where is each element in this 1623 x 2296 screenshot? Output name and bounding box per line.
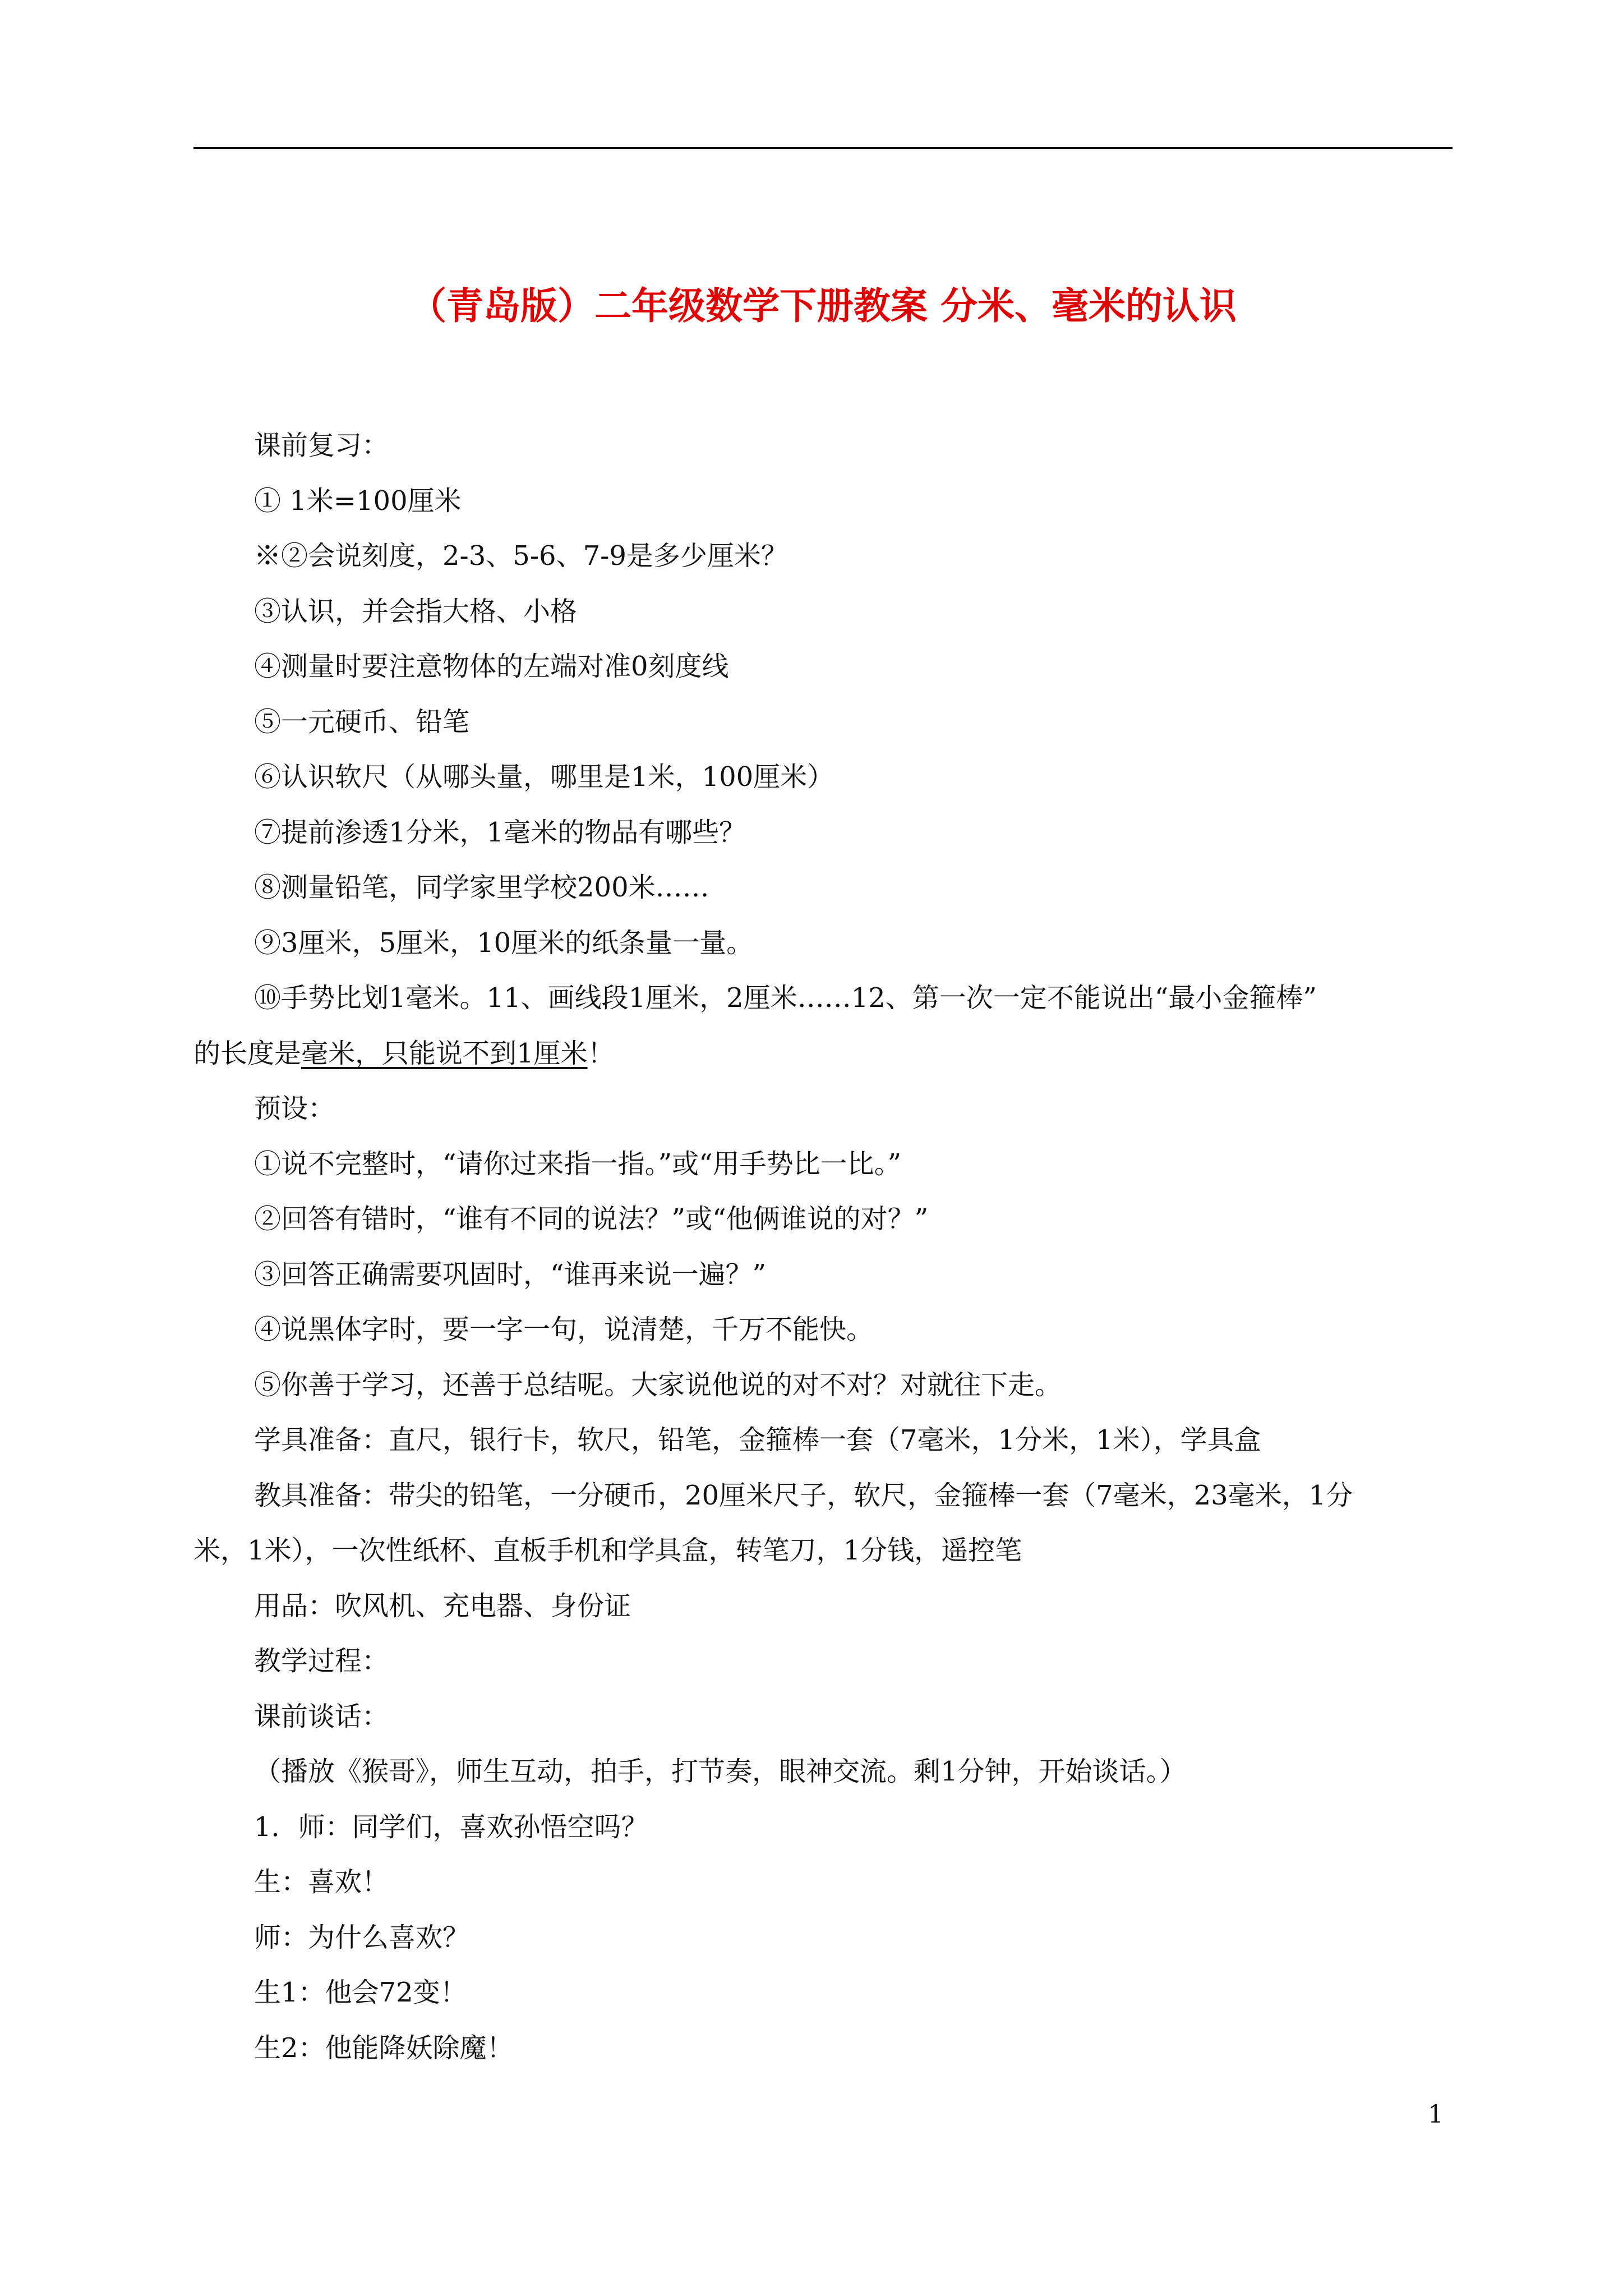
text-line: ※②会说刻度，2-3、5-6、7-9是多少厘米？ bbox=[254, 540, 788, 572]
text-line: ⑥认识软尺（从哪头量，哪里是1米，100厘米） bbox=[254, 761, 834, 793]
text-line: （播放《猴哥》，师生互动，拍手，打节奏，眼神交流。剩1分钟，开始谈话。） bbox=[254, 1756, 1187, 1787]
header-rule bbox=[193, 147, 1453, 149]
text-line: ②回答有错时，“谁有不同的说法？”或“他俩谁说的对？” bbox=[254, 1203, 929, 1235]
document-title: （青岛版）二年级数学下册教案 分米、毫米的认识 bbox=[409, 284, 1237, 328]
text-line: ①说不完整时，“请你过来指一指。”或“用手势比一比。” bbox=[254, 1148, 902, 1180]
text-line-continued bbox=[193, 1026, 1453, 1082]
text-line: ⑤你善于学习，还善于总结呢。大家说他说的对不对？对就往下走。 bbox=[254, 1369, 1062, 1401]
text-segment: 的长度是 bbox=[193, 1037, 302, 1069]
text-line: ① 1米=100厘米 bbox=[254, 485, 462, 517]
text-line: 课前谈话： bbox=[254, 1700, 389, 1732]
text-line: 1．师：同学们，喜欢孙悟空吗？ bbox=[254, 1811, 648, 1843]
text-line: 预设： bbox=[254, 1093, 335, 1124]
text-line: 教学过程： bbox=[254, 1645, 389, 1677]
text-line-continued: 米，1米），一次性纸杯、直板手机和学具盒，转笔刀，1分钱，遥控笔 bbox=[193, 1535, 1022, 1566]
text-line: 课前复习： bbox=[254, 430, 389, 461]
text-line: 教具准备：带尖的铅笔，一分硬币，20厘米尺子，软尺，金箍棒一套（7毫米，23毫米，1分 bbox=[254, 1479, 1353, 1511]
text-line: 用品：吹风机、充电器、身份证 bbox=[254, 1590, 631, 1622]
text-line: ③回答正确需要巩固时，“谁再来说一遍？” bbox=[254, 1258, 767, 1290]
text-line: ④测量时要注意物体的左端对准0刻度线 bbox=[254, 651, 729, 682]
text-line: 学具准备：直尺，银行卡，软尺，铅笔，金箍棒一套（7毫米，1分米，1米），学具盒 bbox=[254, 1424, 1261, 1456]
text-line: ④说黑体字时，要一字一句，说清楚，千万不能快。 bbox=[254, 1314, 874, 1345]
document-body bbox=[193, 418, 1453, 2076]
text-line: ③认识，并会指大格、小格 bbox=[254, 595, 578, 627]
text-line: 生1：他会72变！ bbox=[254, 1977, 467, 2008]
text-line: ⑧测量铅笔，同学家里学校200米…… bbox=[254, 872, 709, 903]
text-line: 师：为什么喜欢？ bbox=[254, 1921, 470, 1953]
text-line: 生：喜欢！ bbox=[254, 1866, 389, 1898]
text-line: ⑨3厘米，5厘米，10厘米的纸条量一量。 bbox=[254, 927, 754, 959]
page-number: 1 bbox=[1428, 2100, 1444, 2129]
text-line: ⑦提前渗透1分米，1毫米的物品有哪些？ bbox=[254, 816, 746, 848]
text-segment: ！ bbox=[587, 1037, 615, 1069]
text-line: 生2：他能降妖除魔！ bbox=[254, 2032, 514, 2064]
text-line: ⑩手势比划1毫米。11、画线段1厘米，2厘米……12、第一次一定不能说出“最小金箍棒” bbox=[254, 982, 1317, 1014]
text-line: ⑤一元硬币、铅笔 bbox=[254, 706, 470, 738]
underlined-text: 毫米，只能说不到1厘米 bbox=[301, 1037, 588, 1069]
